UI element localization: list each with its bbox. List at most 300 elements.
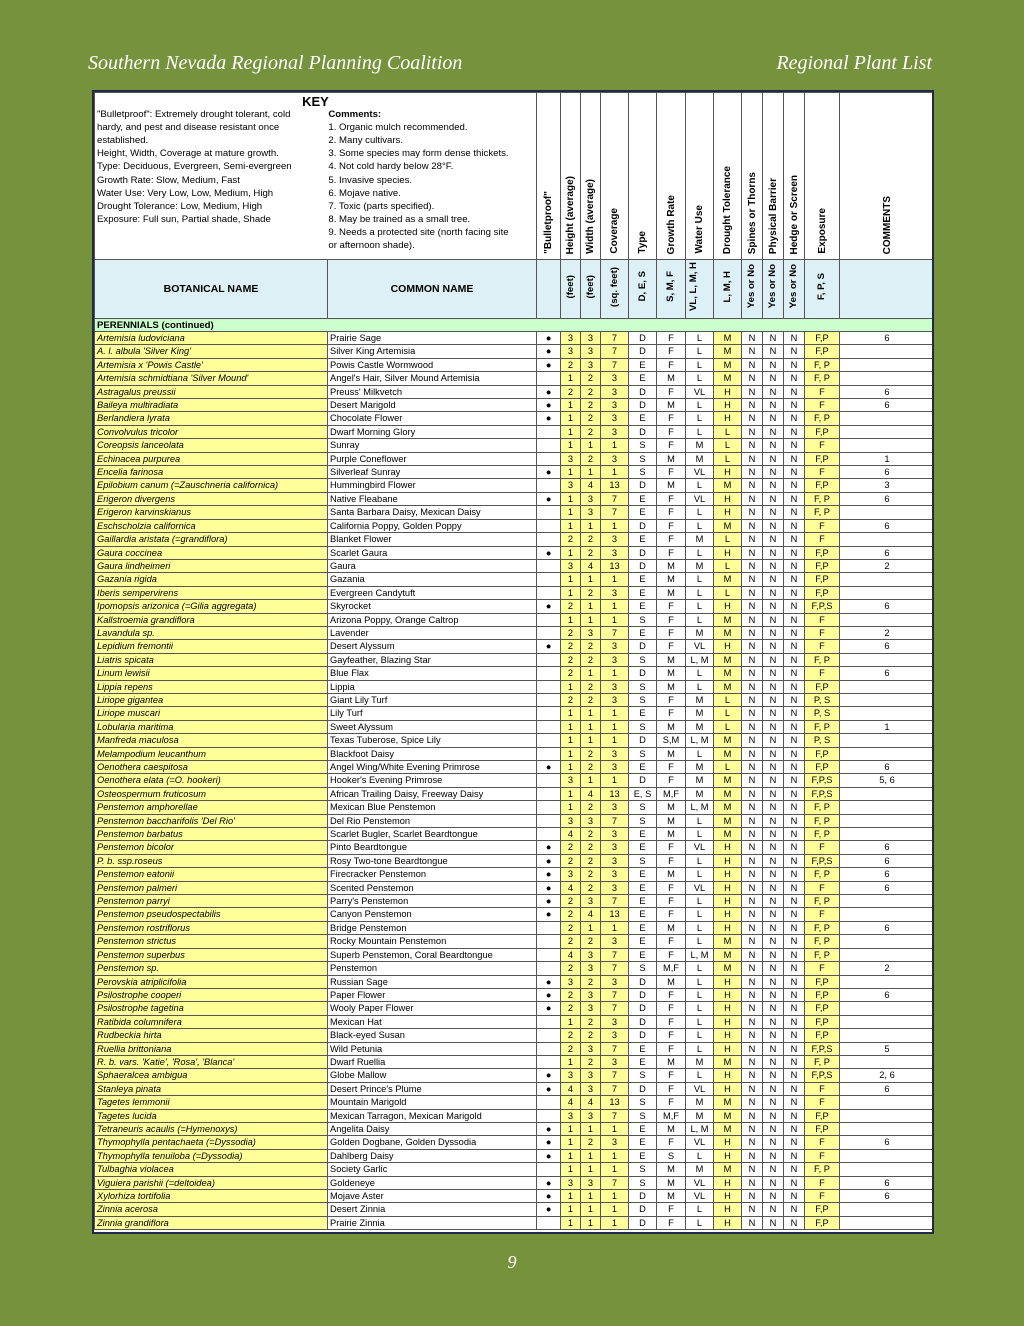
cell-barrier: N [763,1190,784,1203]
cell-width: 1 [581,1203,601,1216]
cell-growth-rate: F [657,948,686,961]
cell-barrier: N [763,841,784,854]
table-row [95,653,935,666]
cell-botanical-name: Gaura lindheimeri [95,559,328,572]
cell-coverage: 3 [601,653,629,666]
cell-common-name: Gayfeather, Blazing Star [328,653,537,666]
cell-hedge: N [784,1002,805,1015]
cell-comments: 2 [840,962,935,975]
cell-hedge: N [784,948,805,961]
cell-botanical-name: Encelia farinosa [95,466,328,479]
cell-drought-tolerance: H [714,1042,742,1055]
cell-coverage: 3 [601,640,629,653]
cell-bulletproof [537,1163,561,1176]
cell-botanical-name: Epilobium canum (=Zauschneria californica) [95,479,328,492]
cell-growth-rate: F [657,1042,686,1055]
cell-barrier: N [763,640,784,653]
table-row [95,948,935,961]
table-row [95,680,935,693]
cell-barrier: N [763,734,784,747]
cell-comments [840,1163,935,1176]
cell-comments: 6 [840,667,935,680]
cell-coverage: 7 [601,345,629,358]
cell-bulletproof [537,1216,561,1229]
cell-barrier: N [763,425,784,438]
cell-width: 2 [581,533,601,546]
cell-type: D [629,640,657,653]
cell-growth-rate: M,F [657,1109,686,1122]
cell-growth-rate: F [657,492,686,505]
cell-growth-rate: F [657,1096,686,1109]
cell-spines: N [742,1163,763,1176]
cell-spines: N [742,1176,763,1189]
cell-botanical-name: Rudbeckia hirta [95,1029,328,1042]
cell-botanical-name: Penstemon amphorellae [95,801,328,814]
cell-type: D [629,425,657,438]
cell-spines: N [742,1136,763,1149]
cell-type: E [629,1136,657,1149]
table-row [95,975,935,988]
cell-coverage: 7 [601,895,629,908]
cell-coverage: 3 [601,1029,629,1042]
cell-drought-tolerance: H [714,466,742,479]
cell-height: 3 [561,345,581,358]
cell-width: 1 [581,1216,601,1229]
cell-growth-rate: M [657,814,686,827]
cell-drought-tolerance: H [714,506,742,519]
cell-common-name: Arizona Poppy, Orange Caltrop [328,613,537,626]
cell-hedge: N [784,975,805,988]
cell-comments: 1 [840,720,935,733]
cell-exposure: F,P,S [805,854,840,867]
cell-width: 3 [581,1069,601,1082]
cell-bulletproof [537,1109,561,1122]
cell-water-use: L [686,1002,714,1015]
cell-width: 2 [581,801,601,814]
cell-type: D [629,975,657,988]
cell-comments: 6 [840,399,935,412]
cell-water-use: L [686,828,714,841]
cell-type: E [629,372,657,385]
cell-hedge: N [784,801,805,814]
cell-spines: N [742,693,763,706]
table-row [95,1136,935,1149]
cell-barrier: N [763,774,784,787]
cell-growth-rate: F [657,988,686,1001]
cell-height: 2 [561,895,581,908]
cell-hedge: N [784,761,805,774]
cell-width: 2 [581,586,601,599]
cell-barrier: N [763,680,784,693]
unit-hedge: Yes or No [784,260,805,319]
cell-barrier: N [763,1122,784,1135]
cell-exposure: F,P [805,1015,840,1028]
cell-height: 1 [561,1163,581,1176]
comment-line: 6. Mojave native. [328,187,401,199]
cell-hedge: N [784,626,805,639]
cell-width: 2 [581,412,601,425]
cell-bulletproof [537,559,561,572]
cell-type: S [629,1176,657,1189]
cell-growth-rate: F [657,466,686,479]
cell-type: S [629,680,657,693]
cell-water-use: L [686,1216,714,1229]
cell-type: D [629,479,657,492]
cell-exposure: F, P [805,921,840,934]
table-row [95,559,935,572]
cell-height: 1 [561,492,581,505]
cell-type: S [629,693,657,706]
comment-line: 1. Organic mulch recommended. [328,122,468,134]
cell-type: E, S [629,787,657,800]
cell-height: 2 [561,988,581,1001]
cell-spines: N [742,452,763,465]
cell-width: 2 [581,399,601,412]
cell-hedge: N [784,479,805,492]
cell-comments [840,439,935,452]
table-row [95,358,935,371]
cell-drought-tolerance: H [714,841,742,854]
cell-botanical-name: Echinacea purpurea [95,452,328,465]
cell-barrier: N [763,1203,784,1216]
cell-growth-rate: M [657,667,686,680]
cell-common-name: Preuss' Milkvetch [328,385,537,398]
cell-botanical-name: Viguiera parishii (=deltoidea) [95,1176,328,1189]
cell-comments [840,693,935,706]
cell-width: 1 [581,1163,601,1176]
cell-comments [840,1216,935,1229]
cell-width: 1 [581,720,601,733]
table-row [95,988,935,1001]
cell-comments: 5, 6 [840,774,935,787]
cell-type: S [629,439,657,452]
cell-comments [840,935,935,948]
cell-bulletproof [537,734,561,747]
table-row [95,412,935,425]
cell-botanical-name: Penstemon rostriflorus [95,921,328,934]
unit-growth: S, M, F [657,260,686,319]
cell-bulletproof [537,667,561,680]
cell-drought-tolerance: M [714,667,742,680]
cell-coverage: 3 [601,841,629,854]
col-common-name: COMMON NAME [328,260,537,319]
cell-growth-rate: M,F [657,962,686,975]
cell-drought-tolerance: M [714,828,742,841]
cell-spines: N [742,1096,763,1109]
cell-barrier: N [763,332,784,345]
cell-comments: 6 [840,921,935,934]
cell-height: 1 [561,1015,581,1028]
cell-comments [840,358,935,371]
cell-hedge: N [784,1149,805,1162]
cell-spines: N [742,962,763,975]
cell-spines: N [742,921,763,934]
cell-drought-tolerance: M [714,519,742,532]
table-row [95,506,935,519]
comment-line: 3. Some species may form dense thickets. [328,148,509,160]
cell-hedge: N [784,425,805,438]
cell-height: 1 [561,439,581,452]
key-left [97,108,326,252]
cell-drought-tolerance: H [714,1082,742,1095]
cell-type: S [629,1069,657,1082]
cell-common-name: California Poppy, Golden Poppy [328,519,537,532]
cell-type: E [629,492,657,505]
cell-exposure: F [805,841,840,854]
cell-height: 2 [561,962,581,975]
cell-barrier: N [763,399,784,412]
cell-type: E [629,626,657,639]
cell-common-name: Chocolate Flower [328,412,537,425]
cell-growth-rate: M [657,1190,686,1203]
cell-spines: N [742,519,763,532]
cell-common-name: Silver King Artemisia [328,345,537,358]
cell-bulletproof: ● [537,1136,561,1149]
cell-spines: N [742,1109,763,1122]
cell-spines: N [742,626,763,639]
cell-comments: 2 [840,626,935,639]
cell-drought-tolerance: H [714,1176,742,1189]
cell-coverage: 3 [601,935,629,948]
cell-exposure: F,P [805,586,840,599]
unit-width: (feet) [581,260,601,319]
table-row [95,1002,935,1015]
comment-line: 8. May be trained as a small tree. [328,213,471,225]
cell-hedge: N [784,546,805,559]
key-line: Water Use: Very Low, Low, Medium, High [97,187,274,199]
cell-hedge: N [784,586,805,599]
cell-growth-rate: S,M [657,734,686,747]
cell-comments: 6 [840,854,935,867]
cell-height: 1 [561,613,581,626]
cell-common-name: Sweet Alyssum [328,720,537,733]
cell-exposure: F, P [805,828,840,841]
unit-barrier: Yes or No [763,260,784,319]
cell-drought-tolerance: H [714,895,742,908]
cell-barrier: N [763,1082,784,1095]
cell-water-use: M [686,1109,714,1122]
cell-comments [840,975,935,988]
cell-barrier: N [763,720,784,733]
table-row [95,935,935,948]
cell-coverage: 13 [601,479,629,492]
cell-drought-tolerance: H [714,1216,742,1229]
cell-coverage: 3 [601,452,629,465]
cell-hedge: N [784,1096,805,1109]
cell-growth-rate: F [657,600,686,613]
cell-botanical-name: Erigeron karvinskianus [95,506,328,519]
cell-exposure: F,P [805,479,840,492]
cell-barrier: N [763,814,784,827]
cell-growth-rate: M [657,586,686,599]
cell-botanical-name: Astragalus preussii [95,385,328,398]
cell-growth-rate: F [657,761,686,774]
cell-comments [840,814,935,827]
cell-barrier: N [763,506,784,519]
table-row [95,452,935,465]
cell-spines: N [742,747,763,760]
cell-exposure: F,P,S [805,1069,840,1082]
cell-comments [840,506,935,519]
cell-botanical-name: Zinnia grandiflora [95,1216,328,1229]
cell-exposure: F,P [805,680,840,693]
cell-exposure: F,P [805,975,840,988]
cell-bulletproof [537,452,561,465]
cell-exposure: F,P [805,1109,840,1122]
unit-spines: Yes or No [742,260,763,319]
cell-comments: 6 [840,841,935,854]
cell-growth-rate: F [657,519,686,532]
cell-comments [840,613,935,626]
cell-type: S [629,747,657,760]
cell-hedge: N [784,988,805,1001]
cell-botanical-name: Artemisia x 'Powis Castle' [95,358,328,371]
cell-bulletproof [537,1055,561,1068]
cell-drought-tolerance: L [714,559,742,572]
col-exposure: Exposure [805,93,840,260]
cell-water-use: L [686,895,714,908]
cell-coverage: 3 [601,747,629,760]
cell-type: S [629,452,657,465]
cell-bulletproof [537,519,561,532]
cell-water-use: M [686,533,714,546]
cell-growth-rate: M [657,452,686,465]
cell-spines: N [742,720,763,733]
cell-height: 1 [561,372,581,385]
table-row [95,868,935,881]
plant-rows [95,332,935,1230]
cell-height: 4 [561,1082,581,1095]
cell-hedge: N [784,506,805,519]
cell-hedge: N [784,895,805,908]
cell-growth-rate: M [657,399,686,412]
cell-common-name: Gazania [328,573,537,586]
cell-common-name: Sunray [328,439,537,452]
cell-width: 1 [581,707,601,720]
cell-type: D [629,1203,657,1216]
cell-growth-rate: M [657,680,686,693]
cell-drought-tolerance: M [714,479,742,492]
cell-botanical-name: Osteospermum fruticosum [95,787,328,800]
cell-drought-tolerance: H [714,385,742,398]
cell-hedge: N [784,533,805,546]
cell-growth-rate: F [657,358,686,371]
cell-common-name: Firecracker Penstemon [328,868,537,881]
cell-water-use: VL [686,466,714,479]
cell-height: 2 [561,1002,581,1015]
cell-height: 4 [561,881,581,894]
cell-water-use: L [686,921,714,934]
cell-type: S [629,1109,657,1122]
cell-height: 2 [561,533,581,546]
cell-botanical-name: R. b. vars. 'Katie', 'Rosa', 'Blanca' [95,1055,328,1068]
cell-hedge: N [784,345,805,358]
cell-botanical-name: Perovskia atriplicifolia [95,975,328,988]
cell-comments: 6 [840,1190,935,1203]
cell-water-use: L, M [686,1122,714,1135]
cell-common-name: Mountain Marigold [328,1096,537,1109]
cell-width: 4 [581,908,601,921]
cell-spines: N [742,546,763,559]
cell-height: 3 [561,774,581,787]
cell-width: 2 [581,881,601,894]
cell-common-name: Wooly Paper Flower [328,1002,537,1015]
cell-botanical-name: Erigeron divergens [95,492,328,505]
table-row [95,667,935,680]
cell-type: E [629,533,657,546]
cell-barrier: N [763,385,784,398]
cell-growth-rate: M [657,747,686,760]
col-bulletproof: "Bulletproof" [537,93,561,260]
cell-bulletproof [537,948,561,961]
cell-exposure: F, P [805,868,840,881]
cell-spines: N [742,466,763,479]
cell-botanical-name: Zinnia acerosa [95,1203,328,1216]
cell-barrier: N [763,492,784,505]
table-row [95,519,935,532]
cell-water-use: VL [686,841,714,854]
cell-common-name: Pinto Beardtongue [328,841,537,854]
cell-exposure: F [805,667,840,680]
cell-water-use: L [686,814,714,827]
unit-blank [840,260,935,319]
cell-spines: N [742,1015,763,1028]
cell-width: 1 [581,1122,601,1135]
table-row [95,787,935,800]
table-row [95,908,935,921]
cell-height: 2 [561,358,581,371]
cell-botanical-name: Coreopsis lanceolata [95,439,328,452]
cell-hedge: N [784,559,805,572]
cell-water-use: L [686,372,714,385]
table-row [95,1042,935,1055]
cell-botanical-name: Psilostrophe cooperi [95,988,328,1001]
cell-height: 2 [561,693,581,706]
cell-growth-rate: F [657,895,686,908]
cell-comments [840,372,935,385]
unit-blank [537,260,561,319]
cell-type: S [629,814,657,827]
cell-spines: N [742,385,763,398]
cell-common-name: Society Garlic [328,1163,537,1176]
cell-width: 2 [581,854,601,867]
cell-common-name: Powis Castle Wormwood [328,358,537,371]
cell-coverage: 13 [601,559,629,572]
cell-water-use: L [686,854,714,867]
col-type: Type [629,93,657,260]
cell-coverage: 7 [601,1082,629,1095]
cell-coverage: 7 [601,1069,629,1082]
cell-water-use: L [686,1203,714,1216]
table-row [95,439,935,452]
cell-exposure: F, P [805,935,840,948]
cell-hedge: N [784,1176,805,1189]
cell-barrier: N [763,787,784,800]
cell-drought-tolerance: M [714,1096,742,1109]
cell-bulletproof: ● [537,1190,561,1203]
cell-common-name: Gaura [328,559,537,572]
cell-botanical-name: A. l. albula 'Silver King' [95,345,328,358]
cell-drought-tolerance: M [714,814,742,827]
cell-spines: N [742,948,763,961]
cell-comments [840,1029,935,1042]
cell-type: E [629,506,657,519]
table-row [95,600,935,613]
cell-comments: 6 [840,466,935,479]
col-height: Height (average) [561,93,581,260]
cell-type: S [629,720,657,733]
cell-coverage: 7 [601,948,629,961]
